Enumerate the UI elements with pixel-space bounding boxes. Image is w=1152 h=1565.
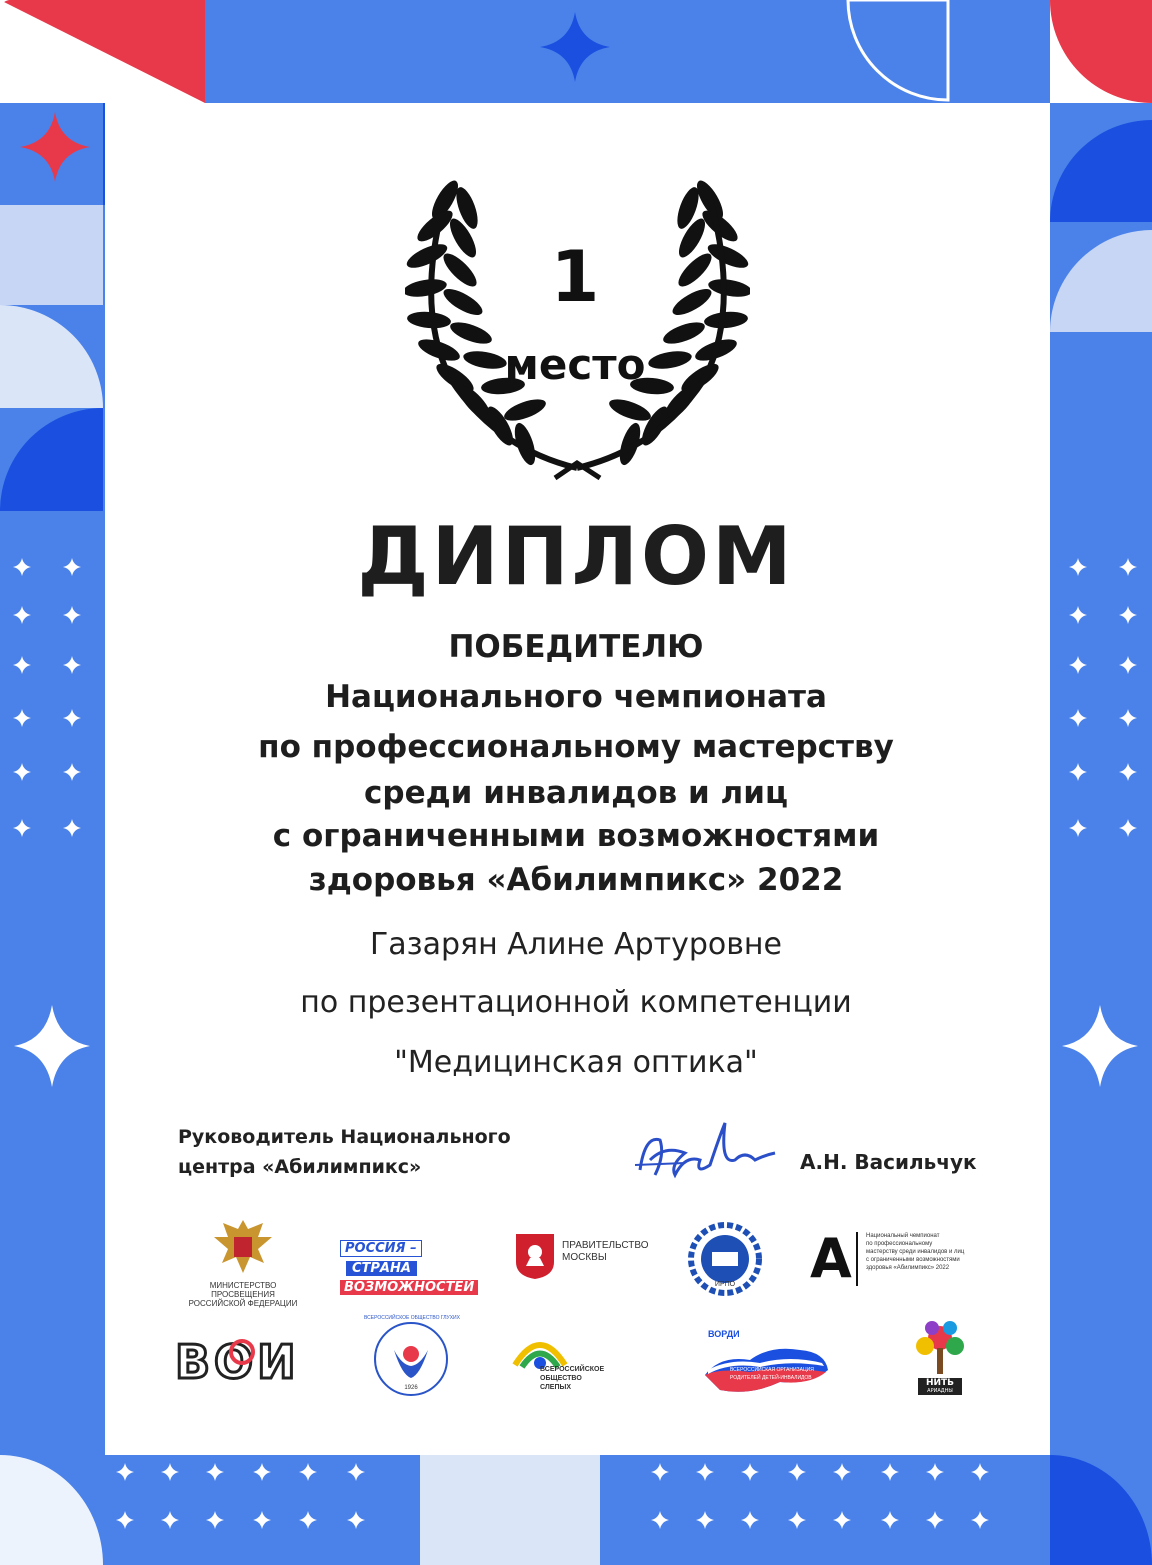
vordi-line1: ВСЕРОССИЙСКАЯ ОРГАНИЗАЦИЯ [730, 1367, 814, 1373]
russia-line1: РОССИЯ – [340, 1240, 422, 1257]
abilympics-line5: здоровья «Абилимпикс» 2022 [866, 1265, 950, 1271]
wheelchair-icon [227, 1337, 257, 1367]
place-label: место [504, 340, 646, 389]
abilympics-letter: A [810, 1232, 858, 1286]
award-line-4: среди инвалидов и лиц [364, 775, 788, 811]
russia-opportunities-logo [340, 1237, 475, 1295]
award-line-5: с ограниченными возможностями [272, 818, 880, 854]
vordi-logo [700, 1330, 830, 1400]
signatory-position-line2: центра «Абилимпикс» [178, 1156, 422, 1178]
vordi-label: ВОРДИ [708, 1329, 740, 1339]
deaf-society-logo [363, 1315, 460, 1398]
irpo-label: ИРПО [714, 1281, 736, 1288]
moscow-coat-of-arms-icon [514, 1232, 556, 1280]
abilympics-line2: по профессиональному [866, 1241, 933, 1247]
vordi-line2: РОДИТЕЛЕЙ ДЕТЕЙ-ИНВАЛИДОВ [730, 1375, 812, 1381]
recipient-name: Газарян Алине Артуровне [369, 927, 782, 962]
award-line-3: по профессиональному мастерству [258, 729, 894, 765]
signatory-position [178, 1122, 558, 1182]
russia-line2: СТРАНА [346, 1261, 417, 1276]
blind-line2: ОБЩЕСТВО [540, 1375, 582, 1382]
place-number: 1 [550, 236, 600, 318]
blind-line1: ВСЕРОССИЙСКОЕ [540, 1366, 605, 1373]
abilympics-line4: с ограниченными возможностями [866, 1257, 960, 1263]
award-line-6: здоровья «Абилимпикс» 2022 [308, 862, 844, 898]
voi-logo [175, 1335, 315, 1389]
signature-icon [625, 1115, 785, 1195]
award-line-2: Национального чемпионата [325, 679, 827, 715]
abilympics-line3: мастерству среди инвалидов и лиц [866, 1249, 965, 1255]
blind-line3: СЛЕПЫХ [540, 1384, 572, 1391]
russia-map-icon [700, 1330, 830, 1400]
moscow-line2: МОСКВЫ [562, 1252, 607, 1263]
eagle-emblem-icon [208, 1215, 278, 1277]
award-line-1: ПОБЕДИТЕЛЮ [448, 629, 704, 665]
nit-ariadny-logo [910, 1318, 970, 1395]
abilympics-logo [810, 1227, 990, 1290]
abilympics-line1: Национальный чемпионат [866, 1233, 940, 1239]
voi-label: ВОИ [175, 1335, 300, 1389]
irpo-logo [688, 1222, 762, 1296]
signatory-name: А.Н. Васильчук [800, 1150, 977, 1174]
nit-line1: НИТЬ [925, 1378, 955, 1388]
competence-name: "Медицинская оптика" [394, 1045, 758, 1080]
deaf-society-name: ВСЕРОССИЙСКОЕ ОБЩЕСТВО ГЛУХИХ [363, 1315, 460, 1321]
moscow-line1: ПРАВИТЕЛЬСТВО [562, 1240, 649, 1251]
colorful-tree-icon [910, 1318, 970, 1374]
ministry-line2: РОССИЙСКОЙ ФЕДЕРАЦИИ [188, 1299, 298, 1308]
ministry-line1: МИНИСТЕРСТВО ПРОСВЕЩЕНИЯ [209, 1281, 277, 1299]
competence-line: по презентационной компетенции [300, 985, 852, 1020]
laurel-wreath-icon [405, 178, 750, 488]
diploma-title: ДИПЛОМ [357, 510, 795, 603]
deaf-society-year: 1926 [404, 1385, 418, 1391]
moscow-government-logo [514, 1232, 664, 1280]
blind-society-logo [510, 1325, 630, 1391]
signatory-position-line1: Руководитель Национального [178, 1126, 511, 1148]
nit-line2: АРИАДНЫ [927, 1388, 953, 1394]
ministry-logo [178, 1215, 308, 1308]
russia-line3: ВОЗМОЖНОСТЕЙ [340, 1280, 478, 1295]
